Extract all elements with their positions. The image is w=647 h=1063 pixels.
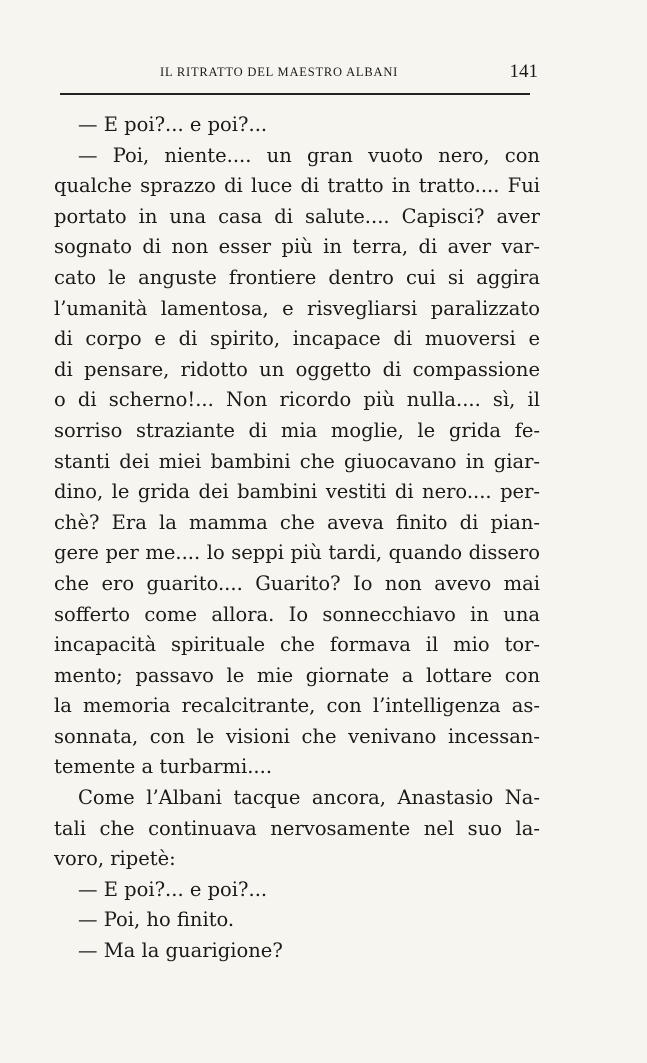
text-line: — Poi, niente.... un gran vuoto nero, con [78,143,540,167]
text-line: dino, le grida dei bambini vestiti di nero.... per- [54,480,540,504]
text-line: — Ma la guarigione? [78,939,283,963]
text-line: Come l’Albani tacque ancora, Anastasio Na- [78,786,540,810]
text-line: cato le anguste frontiere dentro cui si aggira [54,265,540,289]
text-line: sonnata, con le visioni che venivano incessan- [54,724,540,748]
text-line: stanti dei miei bambini che giuocavano in giar- [54,449,540,473]
text-line: portato in una casa di salute.... Capisci? aver [54,204,540,228]
text-line: mento; passavo le mie giornate a lottare con [54,663,540,687]
text-line: di pensare, ridotto un oggetto di compassione [54,357,540,381]
text-line: o di scherno!... Non ricordo più nulla.... sì, il [54,388,540,412]
page-number: 141 [509,61,538,82]
text-line: sorriso straziante di mia moglie, le grida fe- [54,418,540,442]
running-title: IL RITRATTO DEL MAESTRO ALBANI [160,65,399,79]
text-line: qualche sprazzo di luce di tratto in tratto.... Fui [54,174,540,198]
text-line: — Poi, ho finito. [78,908,235,932]
text-line: temente a turbarmi.... [54,755,273,779]
text-line: che ero guarito.... Guarito? Io non avevo mai [54,571,540,595]
text-line: voro, ripetè: [54,847,176,871]
text-line: la memoria recalcitrante, con l’intelligenza as- [54,694,540,718]
body-text [54,110,540,967]
text-line: tali che continuava nervosamente nel suo la- [54,816,540,840]
text-line: gere per me.... lo seppi più tardi, quando dissero [54,541,540,565]
header-rule [60,93,530,95]
text-line: chè? Era la mamma che aveva finito di pian- [54,510,540,534]
text-line: sognato di non esser più in terra, di aver var- [54,235,540,259]
text-line: — E poi?... e poi?... [78,113,268,136]
text-line: l’umanità lamentosa, e risvegliarsi paralizzato [54,296,540,320]
text-line: incapacità spirituale che formava il mio tor- [54,633,540,657]
text-line: — E poi?... e poi?... [78,877,268,901]
page-header [160,62,538,86]
text-line: di corpo e di spirito, incapace di muoversi e [54,327,540,351]
text-line: sofferto come allora. Io sonnecchiavo in una [54,602,540,626]
